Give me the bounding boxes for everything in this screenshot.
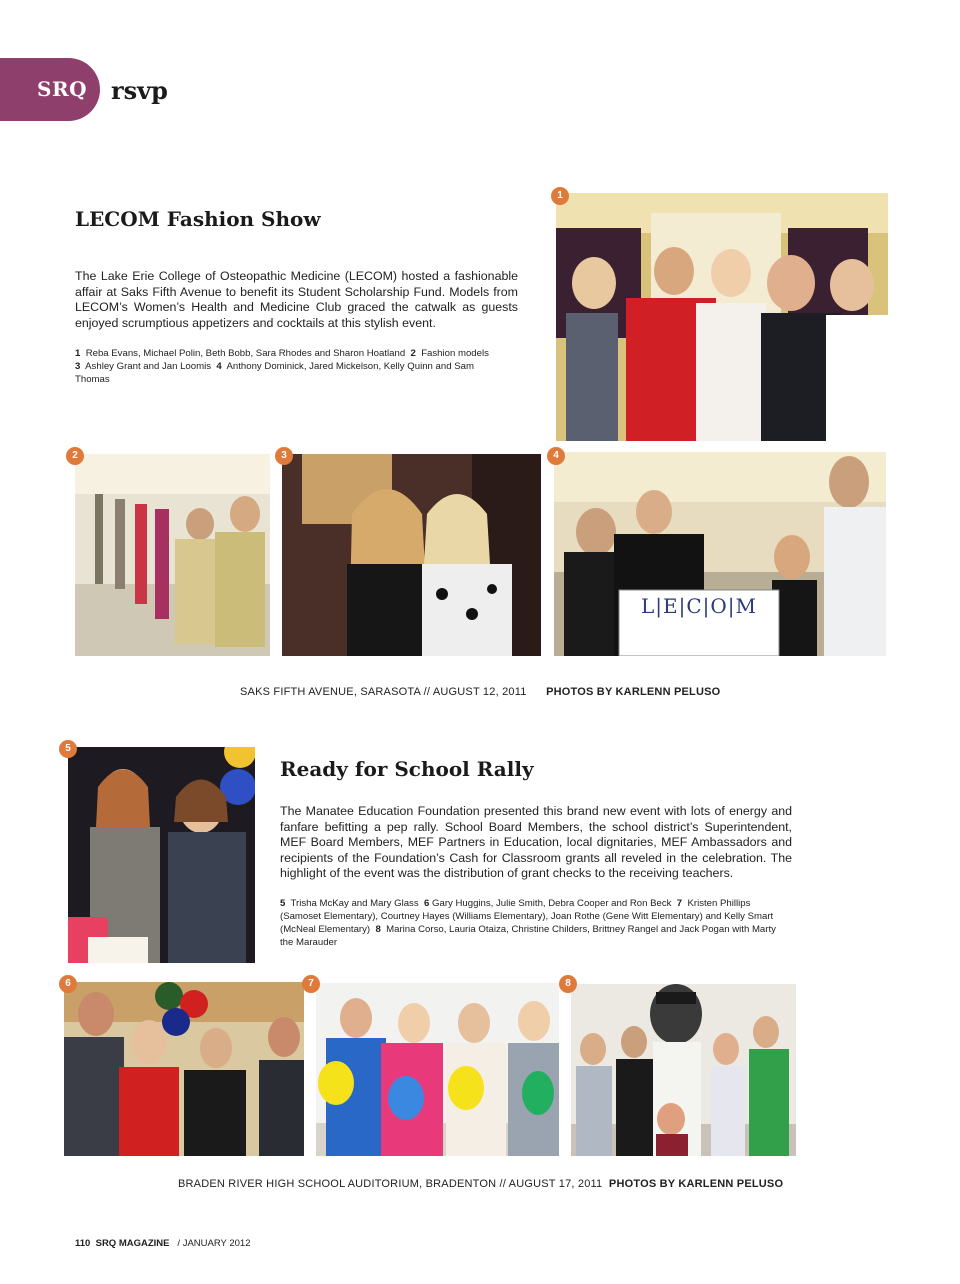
event1-location: SAKS FIFTH AVENUE, SARASOTA // AUGUST 12, 2011 — [240, 686, 527, 698]
event2-credit-line — [178, 1178, 783, 1190]
photo-8 — [571, 984, 796, 1156]
photo-2 — [75, 454, 270, 656]
event2-photo-credit: PHOTOS BY KARLENN PELUSO — [608, 1178, 784, 1190]
page-number: 110 — [75, 1238, 91, 1249]
photo-3-badge: 3 — [275, 447, 293, 465]
photo-1-badge: 1 — [551, 187, 569, 205]
lecom-sign-text: L|E|C|O|M — [640, 594, 757, 618]
photo-4-badge: 4 — [547, 447, 565, 465]
event2-title: Ready for School Rally — [280, 757, 534, 781]
photo-5 — [68, 747, 255, 963]
photo-3 — [282, 454, 541, 656]
event2-location: BRADEN RIVER HIGH SCHOOL AUDITORIUM, BRADENTON // AUGUST 17, 2011 — [178, 1178, 603, 1190]
issue-date: / JANUARY 2012 — [177, 1238, 251, 1249]
magazine-name: SRQ MAGAZINE — [95, 1238, 170, 1249]
event1-photo-credit: PHOTOS BY KARLENN PELUSO — [546, 686, 721, 698]
event1-body: The Lake Erie College of Osteopathic Medicine (LECOM) hosted a fashionable affair at Saks Fifth Avenue to benefit its Student Scholarship Fund. Models from LECOM’s Women’s Health and Medicine Club graced the catwalk as guests enjoyed scrumptious appetizers and cocktails at this stylish event. — [75, 269, 518, 330]
photo-5-badge: 5 — [59, 740, 77, 758]
event2-captions: 5 Trisha McKay and Mary Glass 6 Gary Huggins, Julie Smith, Debra Cooper and Ron Beck 7 Kristen Phillips (Samoset Elementary), Courtney Hayes (Williams Elementary), Joan Rothe (Gene Witt Elementary) and Kelly Smart (McNeal Elementary) 8 Marina Corso, Lauria Otaiza, Christine Childers, Brittney Rangel and Jack Pogan with Marty the Marauder — [280, 898, 776, 948]
section-tab — [0, 58, 100, 121]
photo-1 — [556, 193, 888, 441]
page-footer — [75, 1238, 250, 1249]
event1-credit-line — [240, 686, 720, 698]
photo-6 — [64, 982, 304, 1156]
photo-4 — [554, 452, 886, 656]
event1-title: LECOM Fashion Show — [75, 207, 321, 231]
section-title: rsvp — [111, 76, 168, 105]
event2-body: The Manatee Education Foundation presented this brand new event with lots of energy and fanfare befitting a pep rally. School Board Members, the school district’s Superintendent, MEF Board Members, MEF Partners in Education, local dignitaries, MEF Ambassadors and recipients of the Foundation’s Cash for Classroom grants all reveled in the celebration. The highlight of the event was the distribution of grant checks to the receiving teachers. — [280, 804, 792, 880]
photo-6-badge: 6 — [59, 975, 77, 993]
photo-8-badge: 8 — [559, 975, 577, 993]
photo-7-badge: 7 — [302, 975, 320, 993]
event1-captions: 1 Reba Evans, Michael Polin, Beth Bobb, Sara Rhodes and Sharon Hoatland 2 Fashion models 3 Ashley Grant and Jan Loomis 4 Anthony Dominick, Jared Mickelson, Kelly Quinn and Sam Thomas — [75, 348, 489, 385]
section-tab-label: SRQ — [37, 77, 87, 101]
photo-2-badge: 2 — [66, 447, 84, 465]
photo-7 — [316, 983, 559, 1156]
